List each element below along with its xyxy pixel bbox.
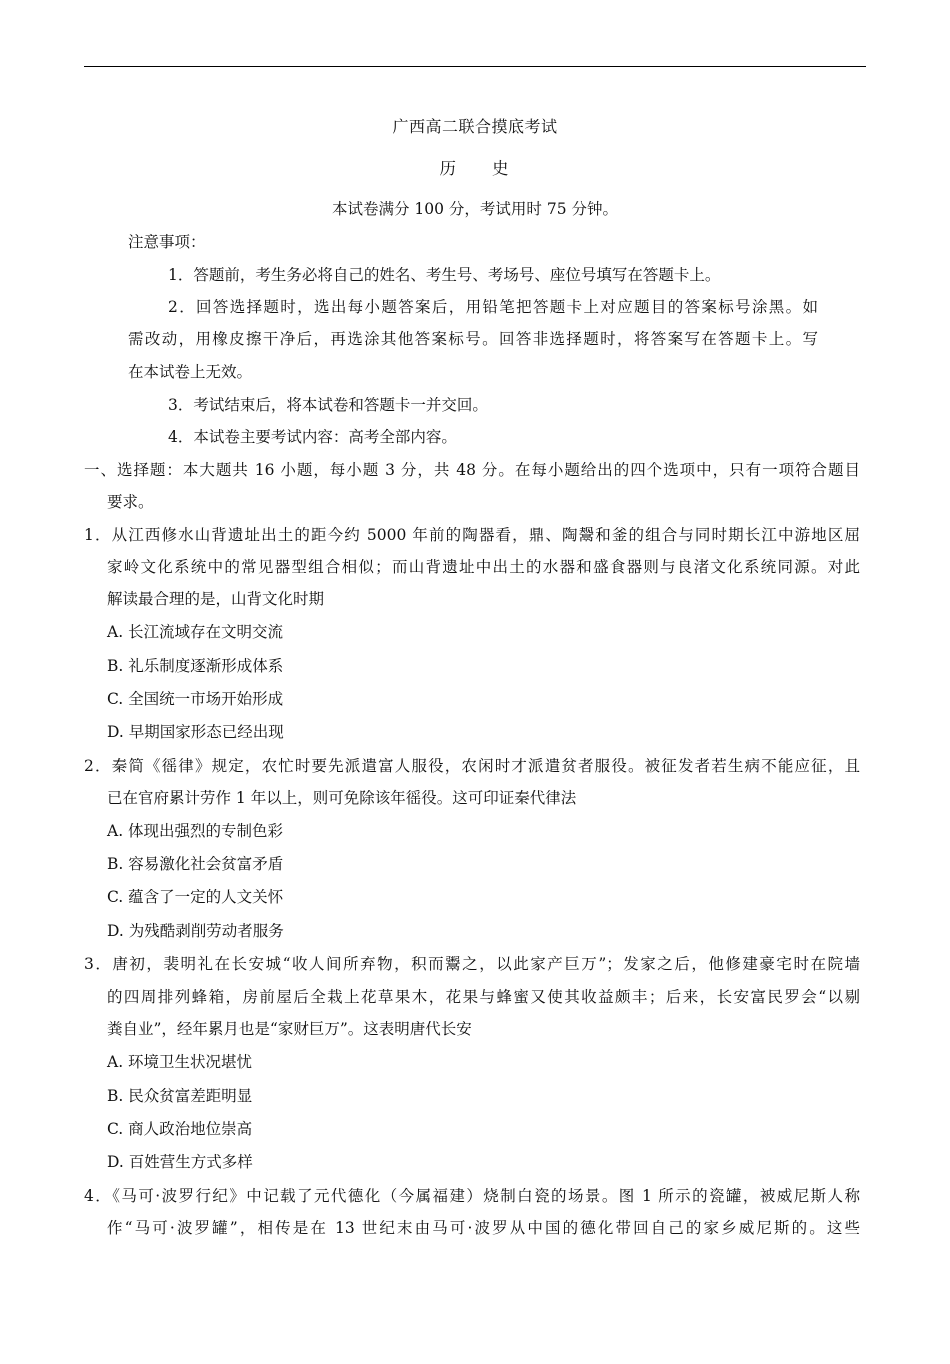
q3-option-b: B. 民众贫富差距明显 xyxy=(107,1087,253,1105)
q2-option-d: D. 为残酷剥削劳动者服务 xyxy=(107,922,284,940)
q3-stem-line-3: 粪自业”，经年累月也是“家财巨万”。这表明唐代长安 xyxy=(107,1020,472,1038)
q2-stem-line-1: 2．秦简《徭律》规定，农忙时要先派遣富人服役，农闲时才派遣贫者服役。被征发者若生病不能应征，且 xyxy=(84,757,860,775)
subject-char-2: 史 xyxy=(492,159,511,178)
q3-option-a: A. 环境卫生状况堪忧 xyxy=(107,1053,253,1071)
q1-option-d: D. 早期国家形态已经出现 xyxy=(107,723,284,741)
section-heading-line-1: 一、选择题：本大题共 16 小题，每小题 3 分，共 48 分。在每小题给出的四个选项中，只有一项符合题目 xyxy=(84,461,860,479)
q4-stem-line-2: 作“马可·波罗罐”，相传是在 13 世纪末由马可·波罗从中国的德化带回自己的家乡威尼斯的。这些 xyxy=(107,1219,860,1237)
q2-option-a: A. 体现出强烈的专制色彩 xyxy=(107,822,284,840)
q3-option-d: D. 百姓营生方式多样 xyxy=(107,1153,253,1171)
q3-stem-line-1: 3．唐初，裴明礼在长安城“收人间所弃物，积而鬻之，以此家产巨万”；发家之后，他修建豪宅时在院墙 xyxy=(84,955,860,973)
notice-item-2-line-2: 需改动，用橡皮擦干净后，再选涂其他答案标号。回答非选择题时，将答案写在答题卡上。写 xyxy=(128,330,818,348)
q3-stem-line-2: 的四周排列蜂箱，房前屋后全栽上花草果木，花果与蜂蜜又使其收益颇丰；后来，长安富民罗会“以剔 xyxy=(107,988,860,1006)
notice-item-1: 1．答题前，考生务必将自己的姓名、考生号、考场号、座位号填写在答题卡上。 xyxy=(168,266,721,284)
notice-item-2-line-3: 在本试卷上无效。 xyxy=(128,363,253,381)
section-heading-line-2: 要求。 xyxy=(107,493,154,511)
q1-stem-line-2: 家岭文化系统中的常见器型组合相似；而山背遗址中出土的水器和盛食器则与良渚文化系统同源。对此 xyxy=(107,558,860,576)
q1-stem-line-3: 解读最合理的是，山背文化时期 xyxy=(107,590,325,608)
exam-info: 本试卷满分 100 分，考试用时 75 分钟。 xyxy=(331,200,619,218)
notice-item-4: 4．本试卷主要考试内容：高考全部内容。 xyxy=(168,428,457,446)
header-rule xyxy=(84,66,866,67)
q2-option-b: B. 容易激化社会贫富矛盾 xyxy=(107,855,284,873)
q3-option-c: C. 商人政治地位崇高 xyxy=(107,1120,253,1138)
notice-item-3: 3．考试结束后，将本试卷和答题卡一并交回。 xyxy=(168,396,488,414)
q1-option-b: B. 礼乐制度逐渐形成体系 xyxy=(107,657,284,675)
q4-stem-line-1: 4．《马可·波罗行纪》中记载了元代德化（今属福建）烧制白瓷的场景。图 1 所示的瓷罐，被威尼斯人称 xyxy=(84,1187,860,1205)
notice-item-2-line-1: 2．回答选择题时，选出每小题答案后，用铅笔把答题卡上对应题目的答案标号涂黑。如 xyxy=(168,298,818,316)
q1-option-a: A. 长江流域存在文明交流 xyxy=(107,623,284,641)
subject-title xyxy=(0,158,950,180)
q2-stem-line-2: 已在官府累计劳作 1 年以上，则可免除该年徭役。这可印证秦代律法 xyxy=(107,789,577,807)
subject-char-1: 历 xyxy=(439,159,458,178)
q1-stem-line-1: 1．从江西修水山背遗址出土的距今约 5000 年前的陶器看，鼎、陶鬶和釜的组合与同时期长江中游地区屈 xyxy=(84,526,860,544)
q1-option-c: C. 全国统一市场开始形成 xyxy=(107,690,284,708)
q2-option-c: C. 蕴含了一定的人文关怀 xyxy=(107,888,284,906)
exam-title: 广西高二联合摸底考试 xyxy=(392,117,558,136)
notice-heading: 注意事项： xyxy=(128,233,206,251)
